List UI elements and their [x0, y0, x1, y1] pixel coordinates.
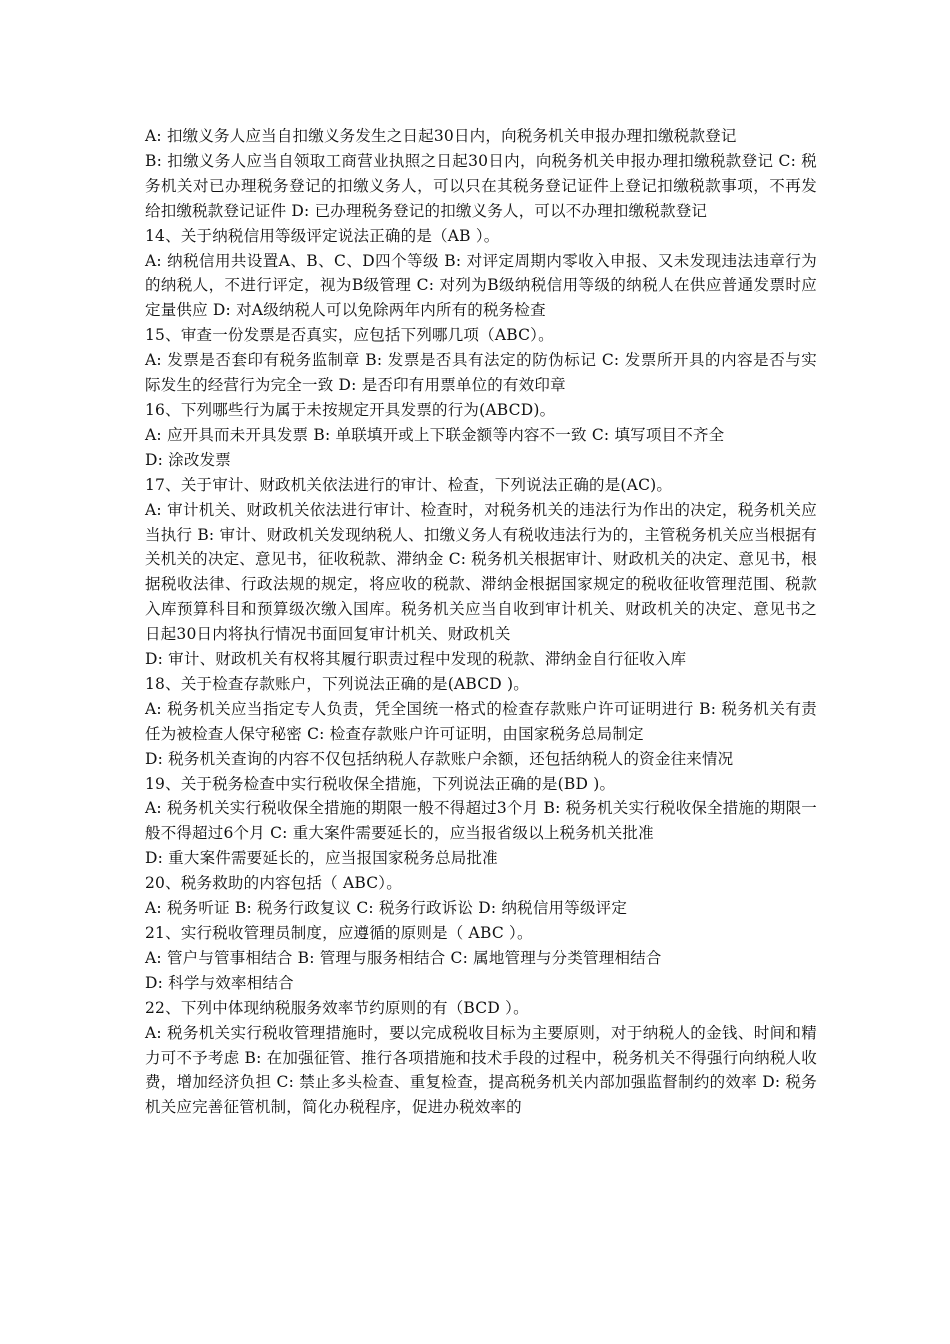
question-heading: 14、关于纳税信用等级评定说法正确的是（AB ）。: [145, 226, 500, 245]
paragraph: D: 涂改发票: [145, 450, 231, 469]
paragraph: D: 审计、财政机关有权将其履行职责过程中发现的税款、滞纳金自行征收入库: [145, 650, 687, 669]
paragraph: A: 发票是否套印有税务监制章 B: 发票是否具有法定的防伪标记 C: 发票所开具的内容是否与实际发生的经营行为完全一致 D: 是否印有用票单位的有效印章: [145, 351, 817, 395]
question-heading: 17、关于审计、财政机关依法进行的审计、检查，下列说法正确的是(AC)。: [145, 475, 673, 494]
question-heading: 21、实行税收管理员制度，应遵循的原则是（ ABC ）。: [145, 924, 533, 942]
paragraph: A: 管户与管事相结合 B: 管理与服务相结合 C: 属地管理与分类管理相结合: [145, 948, 662, 967]
paragraph: D: 科学与效率相结合: [145, 973, 294, 992]
paragraph: A: 税务机关实行税收管理措施时，要以完成税收目标为主要原则，对于纳税人的金钱、时间和精力可不予考虑 B: 在加强征管、推行各项措施和技术手段的过程中，税务机关不得强行向纳税人收费，增加经济负担 C: 禁止多头检查、重复检查，提高税务机关内部加强监督制约的效率 D: 税务机关应完善征管机制，简化办税程序，促进办税效率的: [145, 1023, 817, 1117]
paragraph: D: 重大案件需要延长的，应当报国家税务总局批准: [145, 849, 498, 868]
paragraph: A: 应开具而未开具发票 B: 单联填开或上下联金额等内容不一致 C: 填写项目不齐全: [145, 425, 725, 444]
paragraph: D: 税务机关查询的内容不仅包括纳税人存款账户余额，还包括纳税人的资金往来情况: [145, 749, 734, 768]
paragraph: A: 税务机关应当指定专人负责，凭全国统一格式的检查存款账户许可证明进行 B: 税务机关有责任为被检查人保守秘密 C: 检查存款账户许可证明，由国家税务总局制定: [145, 699, 817, 743]
paragraph: A: 审计机关、财政机关依法进行审计、检查时，对税务机关的违法行为作出的决定，税务机关应当执行 B: 审计、财政机关发现纳税人、扣缴义务人有税收违法行为的，主管税务机关应当根据有关机关的决定、意见书，征收税款、滞纳金 C: 税务机关根据审计、财政机关的决定、意见书，根据税收法律、行政法规的规定，将应收的税款、滞纳金根据国家规定的税收征收管理范围、税款入库预算科目和预算级次缴入国库。税务机关应当自收到审计机关、财政机关的决定、意见书之日起30日内将执行情况书面回复审计机关、财政机关: [145, 500, 817, 644]
question-heading: 16、下列哪些行为属于未按规定开具发票的行为(ABCD)。: [145, 400, 556, 419]
paragraph: A: 税务听证 B: 税务行政复议 C: 税务行政诉讼 D: 纳税信用等级评定: [145, 899, 628, 918]
question-heading: 15、审查一份发票是否真实，应包括下列哪几项（ABC）。: [145, 326, 554, 345]
paragraph: A: 扣缴义务人应当自扣缴义务发生之日起30日内，向税务机关申报办理扣缴税款登记: [145, 127, 737, 145]
paragraph: A: 税务机关实行税收保全措施的期限一般不得超过3个月 B: 税务机关实行税收保全措施的期限一般不得超过6个月 C: 重大案件需要延长的，应当报省级以上税务机关批准: [145, 799, 817, 843]
question-heading: 22、下列中体现纳税服务效率节约原则的有（BCD ）。: [145, 998, 529, 1017]
question-heading: 18、关于检查存款账户，下列说法正确的是(ABCD )。: [145, 674, 530, 693]
question-heading: 19、关于税务检查中实行税收保全措施，下列说法正确的是(BD )。: [145, 774, 616, 793]
question-heading: 20、税务救助的内容包括（ ABC）。: [145, 874, 402, 893]
paragraph: B: 扣缴义务人应当自领取工商营业执照之日起30日内，向税务机关申报办理扣缴税款登记 C: 税务机关对已办理税务登记的扣缴义务人，可以只在其税务登记证件上登记扣缴税款事项，不再发给扣缴税款登记证件 D: 已办理税务登记的扣缴义务人，可以不办理扣缴税款登记: [145, 151, 817, 220]
document-body: [145, 124, 817, 1120]
paragraph: A: 纳税信用共设置A、B、C、D四个等级 B: 对评定周期内零收入申报、又未发现违法违章行为的纳税人，不进行评定，视为B级管理 C: 对列为B级纳税信用等级的纳税人在供应普通发票时应定量供应 D: 对A级纳税人可以免除两年内所有的税务检查: [145, 251, 817, 320]
